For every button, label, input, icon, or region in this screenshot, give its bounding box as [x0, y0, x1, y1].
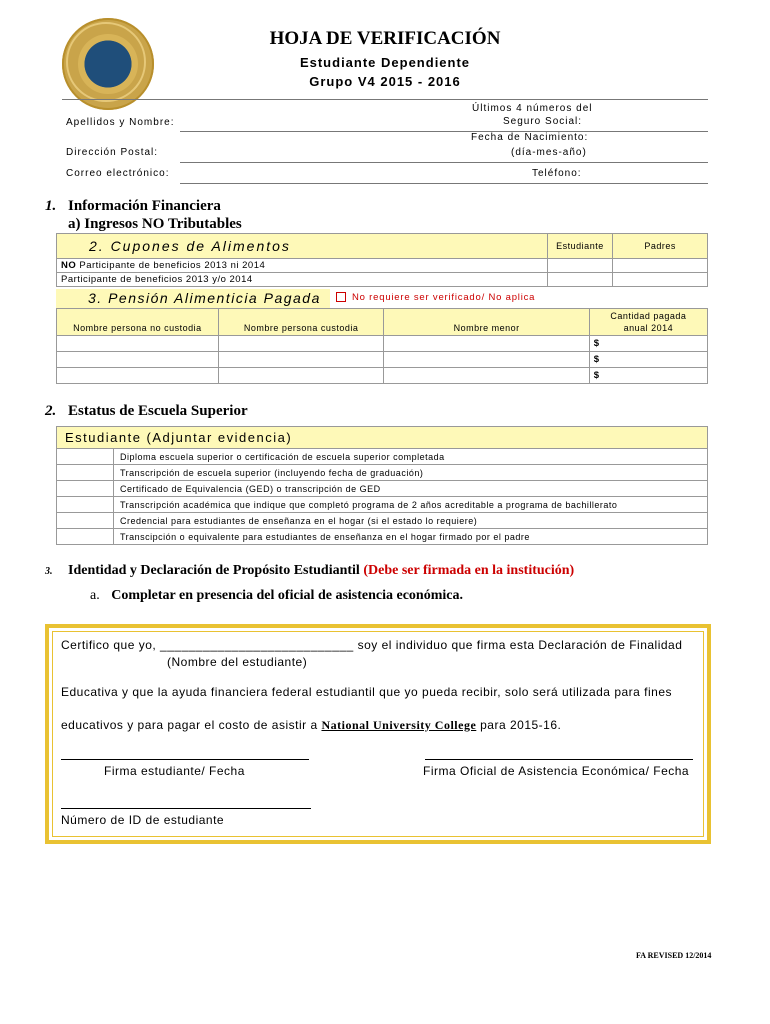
escuela-item: Transcripción académica que indique que completó programa de 2 años acreditable a programa de bachillerato — [114, 497, 708, 513]
document-subtitle: Estudiante Dependiente — [299, 55, 471, 70]
cupones-header: 2. Cupones de Alimentos — [57, 234, 548, 259]
section3-title: Identidad y Declaración de Propósito Estudiantil — [68, 563, 364, 578]
cert-line3-a: educativos y para pagar el costo de asistir a — [61, 718, 322, 732]
escuela-check[interactable] — [57, 465, 114, 481]
col-estudiante: Estudiante — [547, 234, 613, 259]
official-signature-label: Firma Oficial de Asistencia Económica/ Fecha — [423, 764, 690, 778]
institution-name: National University College — [321, 718, 477, 732]
escuela-table — [56, 426, 708, 545]
cupones-padres-cell-1[interactable] — [613, 259, 708, 273]
cert-line3 — [61, 718, 561, 733]
escuela-item: Transcripción de escuela superior (incluyendo fecha de graduación) — [114, 465, 708, 481]
no-aplica-label: No requiere ser verificado/ No aplica — [352, 292, 536, 303]
cert-name-caption: (Nombre del estudiante) — [167, 655, 308, 669]
direccion-label: Dirección Postal: — [66, 147, 159, 158]
section2-heading — [45, 403, 248, 420]
escuela-check[interactable] — [57, 529, 114, 545]
escuela-check[interactable] — [57, 497, 114, 513]
cupones-row-no-participante — [57, 259, 548, 273]
student-signature-line[interactable] — [61, 759, 309, 760]
escuela-check[interactable] — [57, 513, 114, 529]
birthdate-label: Fecha de Nacimiento: — [471, 132, 589, 143]
checkbox-icon[interactable] — [336, 292, 346, 302]
section1-number: 1. — [45, 198, 57, 214]
direccion-field[interactable] — [180, 162, 708, 163]
cupones-estudiante-cell-1[interactable] — [547, 259, 613, 273]
pension-cell[interactable] — [218, 352, 384, 368]
ssn-label-line1: Últimos 4 números del — [472, 103, 593, 114]
section3-subheading — [90, 588, 463, 604]
escuela-check[interactable] — [57, 449, 114, 465]
col-custodia: Nombre persona custodia — [218, 309, 384, 336]
certification-box — [45, 624, 711, 844]
escuela-item: Certificado de Equivalencia (GED) o transcripción de GED — [114, 481, 708, 497]
section3-sub-text: Completar en presencia del oficial de asistencia económica. — [111, 588, 463, 603]
divider — [62, 99, 708, 100]
ssn-label-line2: Seguro Social: — [503, 116, 583, 127]
escuela-header: Estudiante (Adjuntar evidencia) — [57, 427, 708, 449]
student-signature-label: Firma estudiante/ Fecha — [104, 764, 245, 778]
certification-inner-border — [52, 631, 704, 837]
birthdate-format: (día-mes-año) — [511, 147, 587, 158]
document-title: HOJA DE VERIFICACIÓN — [269, 28, 501, 49]
pension-cell[interactable] — [57, 336, 219, 352]
escuela-item: Diploma escuela superior o certificación de escuela superior completada — [114, 449, 708, 465]
section3-heading — [45, 563, 574, 579]
escuela-item: Credencial para estudiantes de enseñanza en el hogar (si el estado lo requiere) — [114, 513, 708, 529]
pension-amount[interactable]: $ — [589, 368, 707, 384]
section3-sub-letter: a. — [90, 588, 100, 603]
cert-line1: Certifico que yo, ___________________________ soy el individuo que firma esta Declaración de Finalidad — [61, 638, 683, 652]
cupones-row-participante: Participante de beneficios 2013 y/o 2014 — [57, 273, 548, 287]
document-group-year: Grupo V4 2015 - 2016 — [309, 74, 461, 89]
pension-table — [56, 308, 708, 384]
pension-cell[interactable] — [384, 368, 589, 384]
pension-cell[interactable] — [57, 352, 219, 368]
section2-number: 2. — [45, 403, 57, 419]
pension-header: 3. Pensión Alimenticia Pagada — [88, 290, 321, 306]
row-bold-no: NO — [61, 260, 77, 271]
telefono-label: Teléfono: — [532, 168, 582, 179]
col-no-custodia: Nombre persona no custodia — [57, 309, 219, 336]
col-menor: Nombre menor — [384, 309, 589, 336]
col-cantidad — [589, 309, 707, 336]
pension-cell[interactable] — [57, 368, 219, 384]
section2-title: Estatus de Escuela Superior — [68, 403, 248, 419]
section3-number: 3. — [45, 566, 53, 577]
pension-cell[interactable] — [218, 368, 384, 384]
no-aplica-option[interactable] — [336, 292, 535, 303]
section1-title: Información Financiera — [68, 198, 221, 214]
pension-amount[interactable]: $ — [589, 336, 707, 352]
correo-label: Correo electrónico: — [66, 168, 170, 179]
correo-field[interactable] — [180, 183, 708, 184]
section3-title-red: (Debe ser firmada en la institución) — [363, 563, 575, 578]
cert-line3-c: para 2015-16. — [476, 718, 562, 732]
cert-line2: Educativa y que la ayuda financiera federal estudiantil que yo pueda recibir, solo será utilizada para fines — [61, 685, 673, 699]
col-cantidad-line2: anual 2014 — [623, 323, 674, 333]
pension-cell[interactable] — [218, 336, 384, 352]
col-padres: Padres — [613, 234, 708, 259]
pension-cell[interactable] — [384, 352, 589, 368]
student-id-label: Número de ID de estudiante — [61, 813, 225, 827]
cupones-table — [56, 233, 708, 287]
section1-subheading: a) Ingresos NO Tributables — [68, 216, 242, 232]
section1-heading — [45, 198, 221, 215]
official-signature-line[interactable] — [425, 759, 693, 760]
apellidos-field[interactable] — [180, 131, 708, 132]
pension-cell[interactable] — [384, 336, 589, 352]
col-cantidad-line1: Cantidad pagada — [610, 311, 687, 321]
row1-text: Participante de beneficios 2013 ni 2014 — [76, 260, 266, 271]
student-id-line[interactable] — [61, 808, 311, 809]
escuela-item: Transcipción o equivalente para estudiantes de enseñanza en el hogar firmado por el padre — [114, 529, 708, 545]
revision-footer: FA REVISED 12/2014 — [636, 951, 712, 960]
pension-amount[interactable]: $ — [589, 352, 707, 368]
cupones-padres-cell-2[interactable] — [613, 273, 708, 287]
apellidos-label: Apellidos y Nombre: — [66, 117, 175, 128]
cupones-estudiante-cell-2[interactable] — [547, 273, 613, 287]
escuela-check[interactable] — [57, 481, 114, 497]
